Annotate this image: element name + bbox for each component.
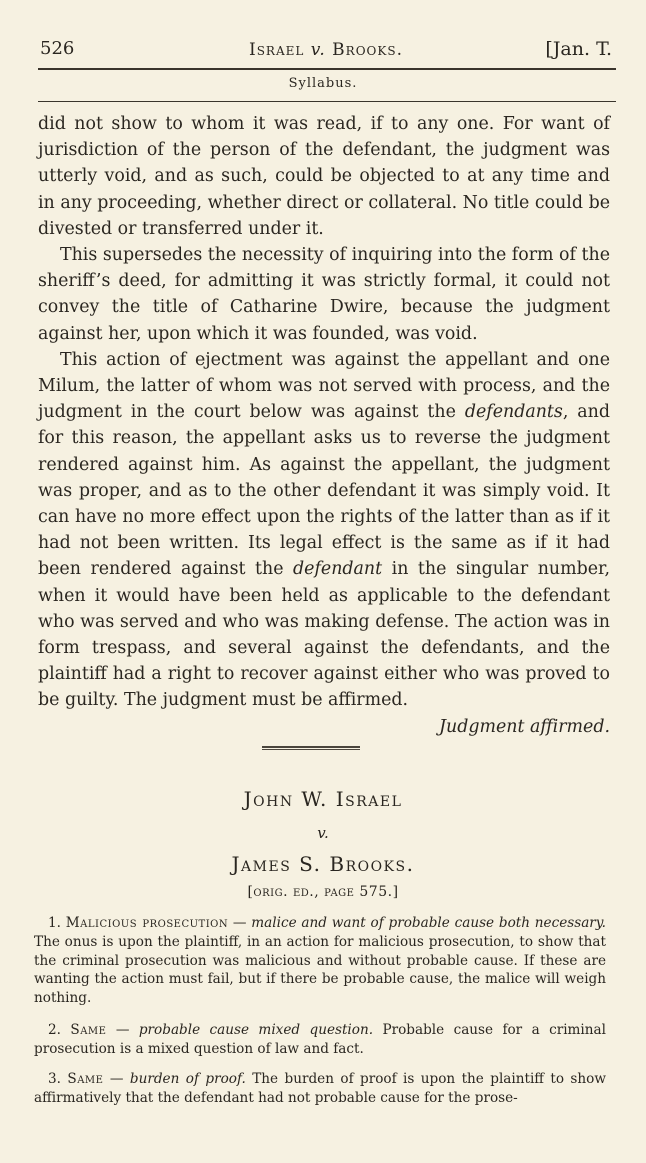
headnote-2: [34, 1021, 606, 1059]
headnote-topic: probable cause mixed question.: [138, 1022, 374, 1038]
headnote-text: The burden of proof is upon the plaintiff to show affirmatively that the defendant had not probable cause for the prose-: [34, 1071, 606, 1106]
headnote-dash: —: [228, 915, 252, 931]
paragraph-3-part-c: in the singular number, when it would have been held as applicable to the defendant who was served and who was making defense. The action was in form trespass, and several against the defendants, and the plaintiff had a right to recover against either who was proved to be guilty. The judgment must be affirmed.: [38, 559, 610, 711]
headnote-1: [34, 914, 606, 1008]
case-versus: v.: [317, 824, 329, 842]
italic-defendants: defendants: [464, 402, 563, 423]
term-label: [Jan. T.: [545, 38, 612, 60]
headnote-number: 1.: [48, 915, 66, 931]
case-separator: [262, 746, 360, 750]
headnote-dash: —: [103, 1071, 130, 1087]
original-edition-page: [orig. ed., page 575.]: [247, 884, 399, 900]
paragraph-2: This supersedes the necessity of inquiring into the form of the sheriff’s deed, for admitting it was strictly formal, it could not convey the title of Catharine Dwire, because the judgment against her, upon which it was founded, was void.: [38, 245, 610, 344]
section-label: Syllabus.: [288, 76, 358, 91]
section-rule: [38, 101, 616, 102]
page-header: [40, 38, 612, 66]
headnote-tag: Malicious prosecution: [65, 915, 229, 931]
paragraph-3: [38, 347, 610, 714]
paragraph-3-part-a: This action of ejectment was against the appellant and one Milum, the latter of whom was not served with process, and the judgment in the court below was against the: [38, 349, 610, 423]
running-title-plaintiff: Israel: [249, 40, 311, 60]
headnote-topic: burden of proof.: [129, 1071, 246, 1087]
headnote-dash: —: [106, 1022, 139, 1038]
running-title-versus: v.: [310, 40, 326, 60]
header-rule: [38, 68, 616, 70]
opinion-text: [38, 111, 610, 740]
headnote-tag: Same: [67, 1071, 104, 1087]
headnote-number: 2.: [48, 1022, 71, 1038]
running-title: [40, 40, 612, 60]
headnote-3: [34, 1070, 606, 1108]
running-title-defendant: Brooks.: [325, 40, 403, 60]
paragraph-3-part-b: , and for this reason, the appellant asks us to reverse the judgment rendered against him. As against the appellant, the judgment was proper, and as to the other defendant it was simply void. It can have no more effect upon the rights of the latter than as if it had not been written. Its legal effect is the same as if it had been rendered against the: [38, 402, 610, 580]
paragraph-1: did not show to whom it was read, if to any one. For want of jurisdiction of the person of the defendant, the judgment was utterly void, and as such, could be objected to at any time and in any proceeding, whether direct or collateral. No title could be divested or transferred under it.: [38, 114, 610, 239]
judgment-affirmed: Judgment affirmed.: [439, 716, 610, 737]
headnote-topic: malice and want of probable cause both necessary.: [251, 915, 606, 931]
case-plaintiff: John W. Israel: [243, 787, 403, 811]
headnote-text: The onus is upon the plaintiff, in an action for malicious prosecution, to show that the criminal prosecution was malicious and without probable cause. If these are wanting the action must fail, but if there be probable cause, the malice will weigh nothing.: [34, 933, 606, 1007]
headnote-tag: Same: [70, 1022, 107, 1038]
page-number: 526: [40, 38, 75, 59]
headnote-number: 3.: [48, 1071, 68, 1087]
headnote-text: Probable cause for a criminal prosecution is a mixed question of law and fact.: [34, 1022, 606, 1057]
case-defendant: James S. Brooks.: [231, 852, 415, 876]
italic-defendant: defendant: [293, 559, 383, 580]
